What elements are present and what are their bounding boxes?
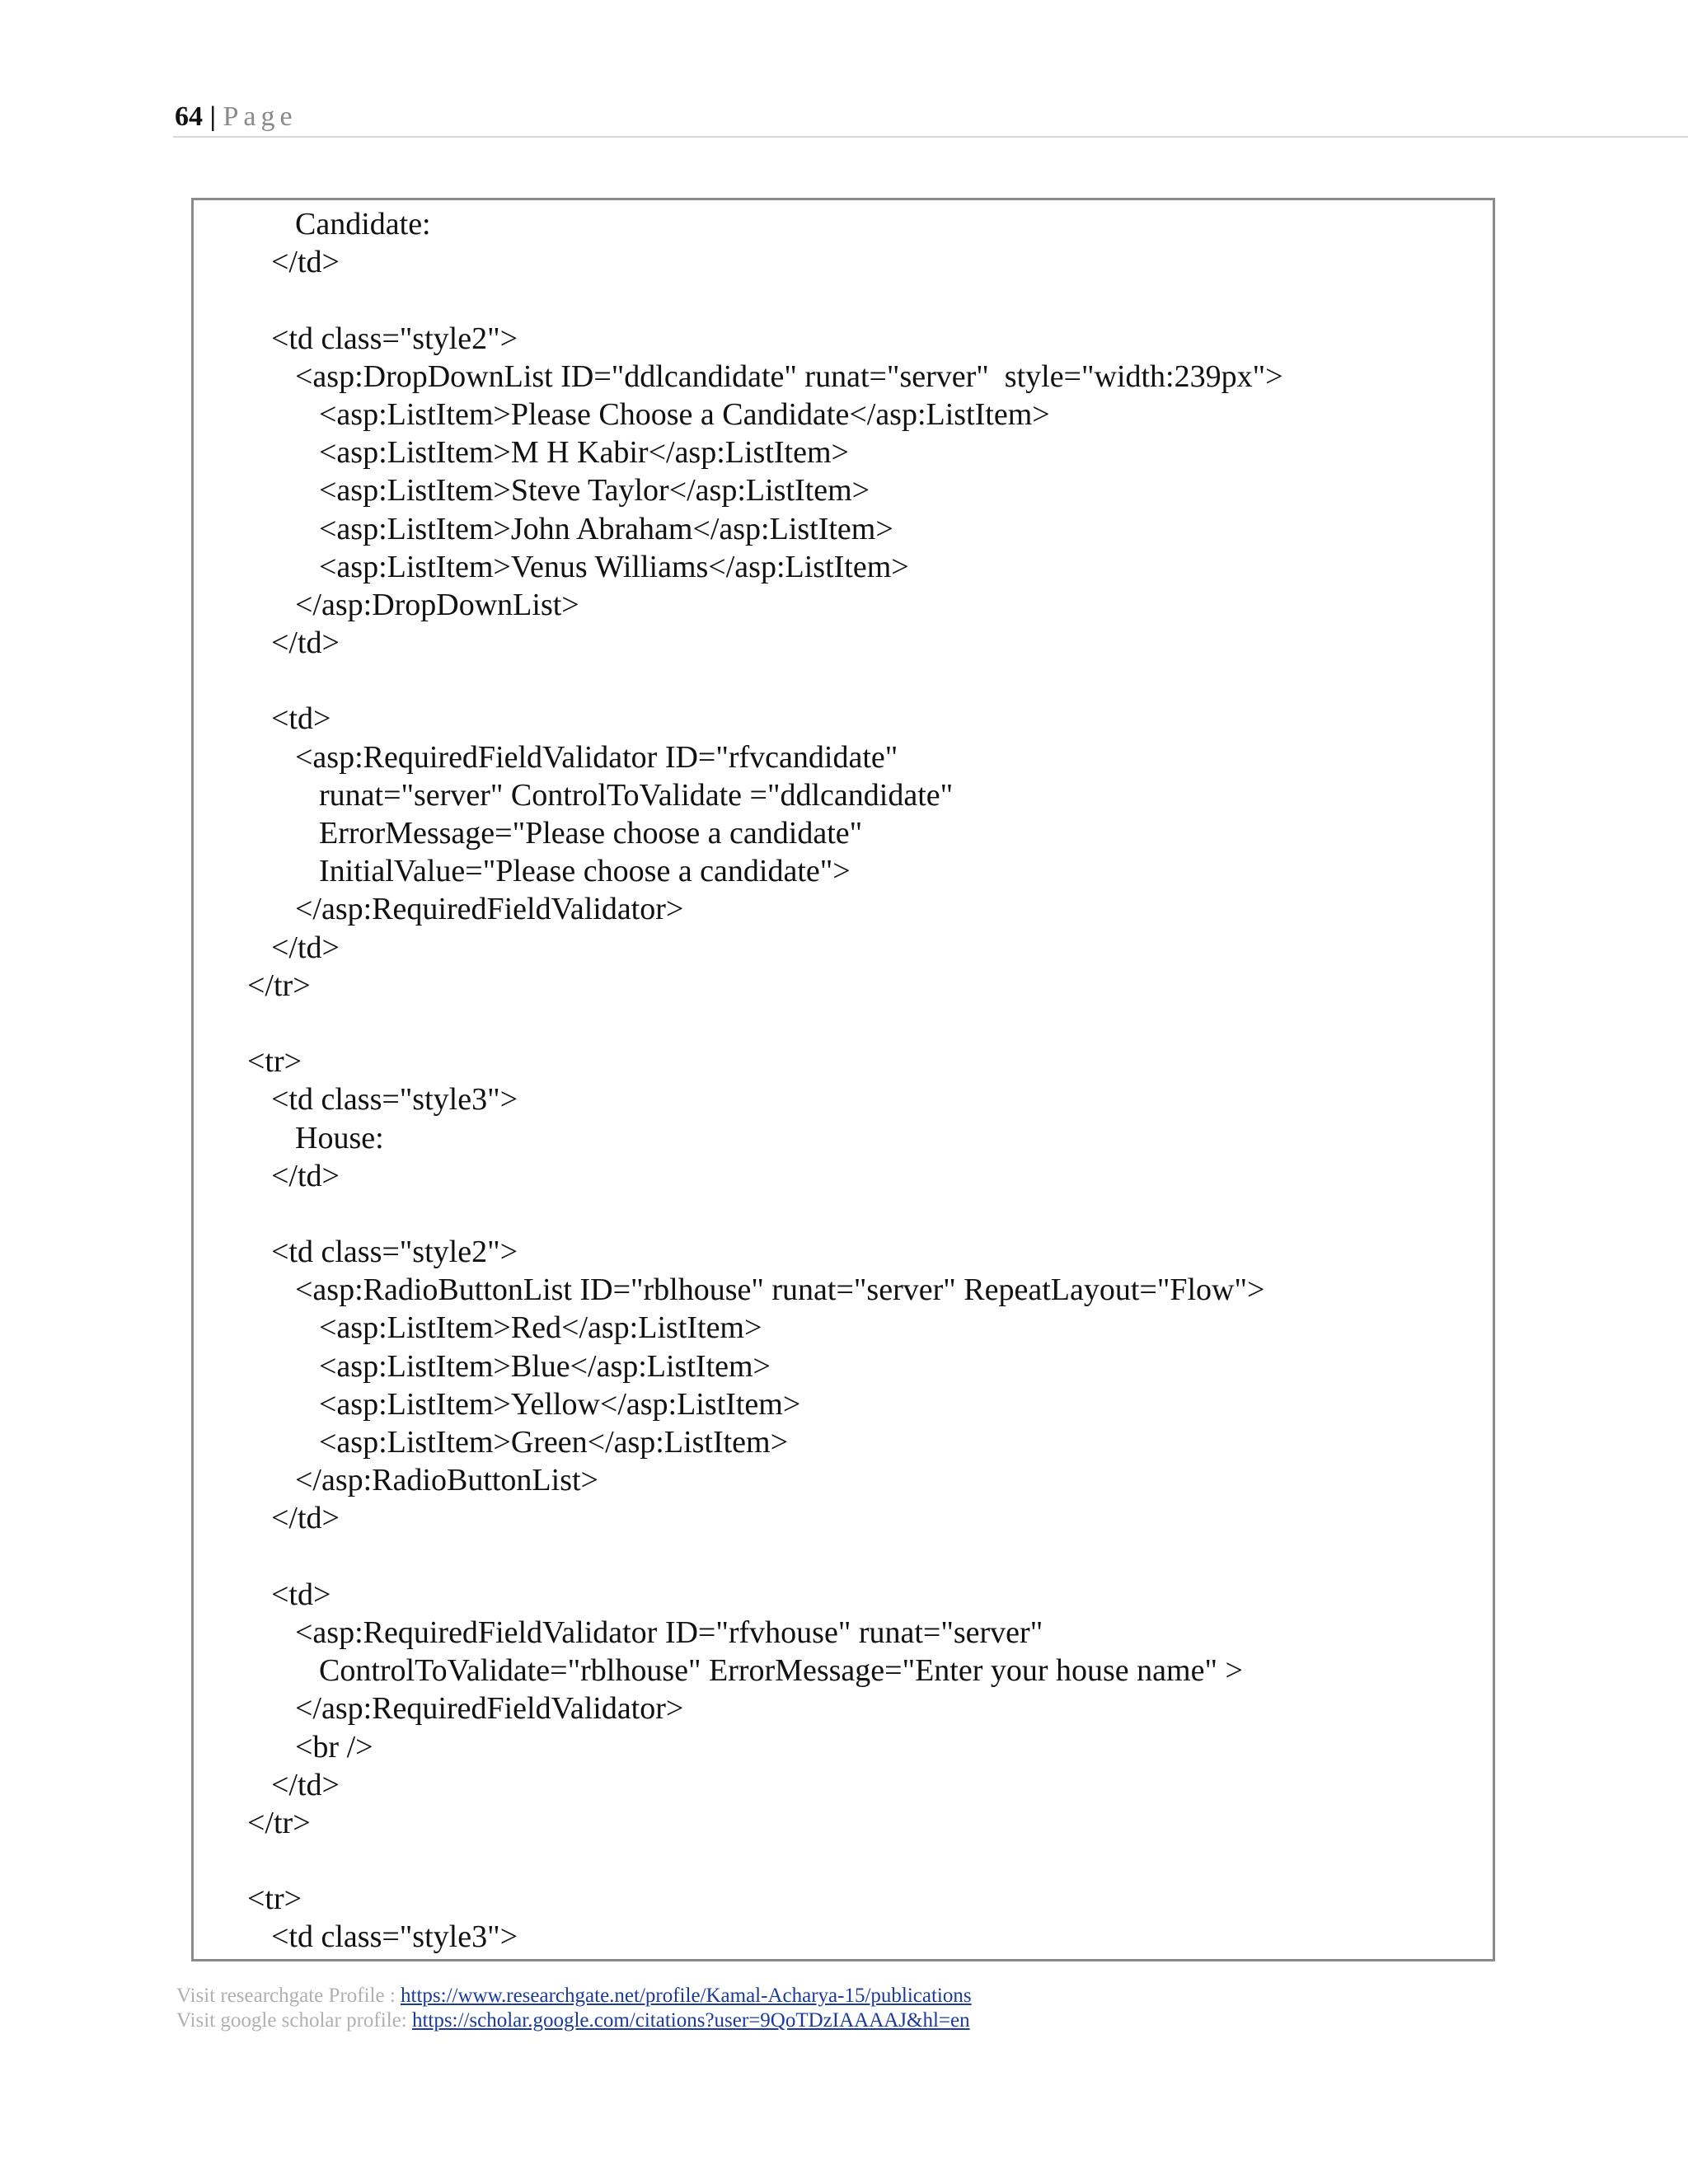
code-line: </asp:RequiredFieldValidator> [295,892,684,927]
code-line: runat="server" ControlToValidate ="ddlcandidate" [319,777,954,813]
code-line: </tr> [247,968,311,1003]
code-line: <td class="style2"> [271,321,518,356]
code-line: </td> [271,930,340,965]
scholar-label: Visit google scholar profile: [176,2009,412,2032]
code-line [247,1005,1283,1043]
code-line: InitialValue="Please choose a candidate"> [319,854,851,889]
code-line: </td> [271,1767,340,1802]
code-line [247,1195,1283,1233]
scholar-link[interactable]: https://scholar.google.com/citations?user=9QoTDzIAAAAJ&hl=en [411,2009,970,2032]
code-line: <tr> [247,1882,302,1917]
code-line: <td class="style3"> [271,1082,518,1118]
code-line [247,281,1283,319]
researchgate-label: Visit researchgate Profile : [176,1985,401,2007]
page-word: Page [223,101,298,132]
code-line: </asp:RadioButtonList> [295,1463,598,1498]
page-separator: | [209,101,216,132]
code-line: <asp:ListItem>Yellow</asp:ListItem> [319,1386,801,1422]
code-line: Candidate: [295,207,431,241]
code-line: </tr> [247,1805,311,1840]
code-line: <td> [271,1577,331,1612]
code-line: <asp:ListItem>John Abraham</asp:ListItem> [319,511,893,546]
code-line: </asp:DropDownList> [295,587,579,622]
code-line: <td class="style3"> [271,1919,518,1955]
code-line: </td> [271,1501,340,1536]
code-line: <br /> [295,1729,373,1765]
code-line: <asp:RequiredFieldValidator ID="rfvhouse" runat="server" [295,1615,1043,1650]
code-line: <asp:ListItem>Venus Williams</asp:ListItem> [319,549,909,584]
code-line: </td> [271,245,340,280]
code-line: <asp:ListItem>Steve Taylor</asp:ListItem> [319,473,870,509]
code-line: House: [295,1120,384,1155]
footer-scholar [176,2008,970,2034]
code-line [247,1538,1283,1576]
code-line: </asp:RequiredFieldValidator> [295,1691,684,1727]
code-line: <asp:DropDownList ID="ddlcandidate" runat="server" style="width:239px"> [295,359,1283,394]
code-line: <td> [271,701,331,737]
page-header [175,97,298,137]
code-line [247,1842,1283,1880]
code-line: <asp:RadioButtonList ID="rblhouse" runat="server" RepeatLayout="Flow"> [295,1272,1265,1308]
code-line: <asp:ListItem>Blue</asp:ListItem> [319,1348,771,1384]
code-line: </td> [271,1158,340,1193]
page-number: 64 [175,101,203,132]
footer-researchgate [176,1983,972,2009]
code-line [247,662,1283,700]
header-divider [173,136,1688,138]
code-line: ErrorMessage="Please choose a candidate" [319,816,863,851]
code-line: </td> [271,626,340,661]
researchgate-link[interactable]: https://www.researchgate.net/profile/Kamal-Acharya-15/publications [401,1985,972,2007]
code-listing [247,205,1283,1957]
code-line: ControlToValidate="rblhouse" ErrorMessage="Enter your house name" > [319,1653,1243,1689]
code-line: <tr> [247,1044,302,1080]
code-line: <asp:RequiredFieldValidator ID="rfvcandidate" [295,739,898,775]
code-line: <asp:ListItem>Please Choose a Candidate</asp:ListItem> [319,396,1050,432]
code-line: <asp:ListItem>Green</asp:ListItem> [319,1425,789,1460]
code-line: <asp:ListItem>Red</asp:ListItem> [319,1310,762,1346]
code-line: <asp:ListItem>M H Kabir</asp:ListItem> [319,435,849,471]
code-line: <td class="style2"> [271,1235,518,1270]
